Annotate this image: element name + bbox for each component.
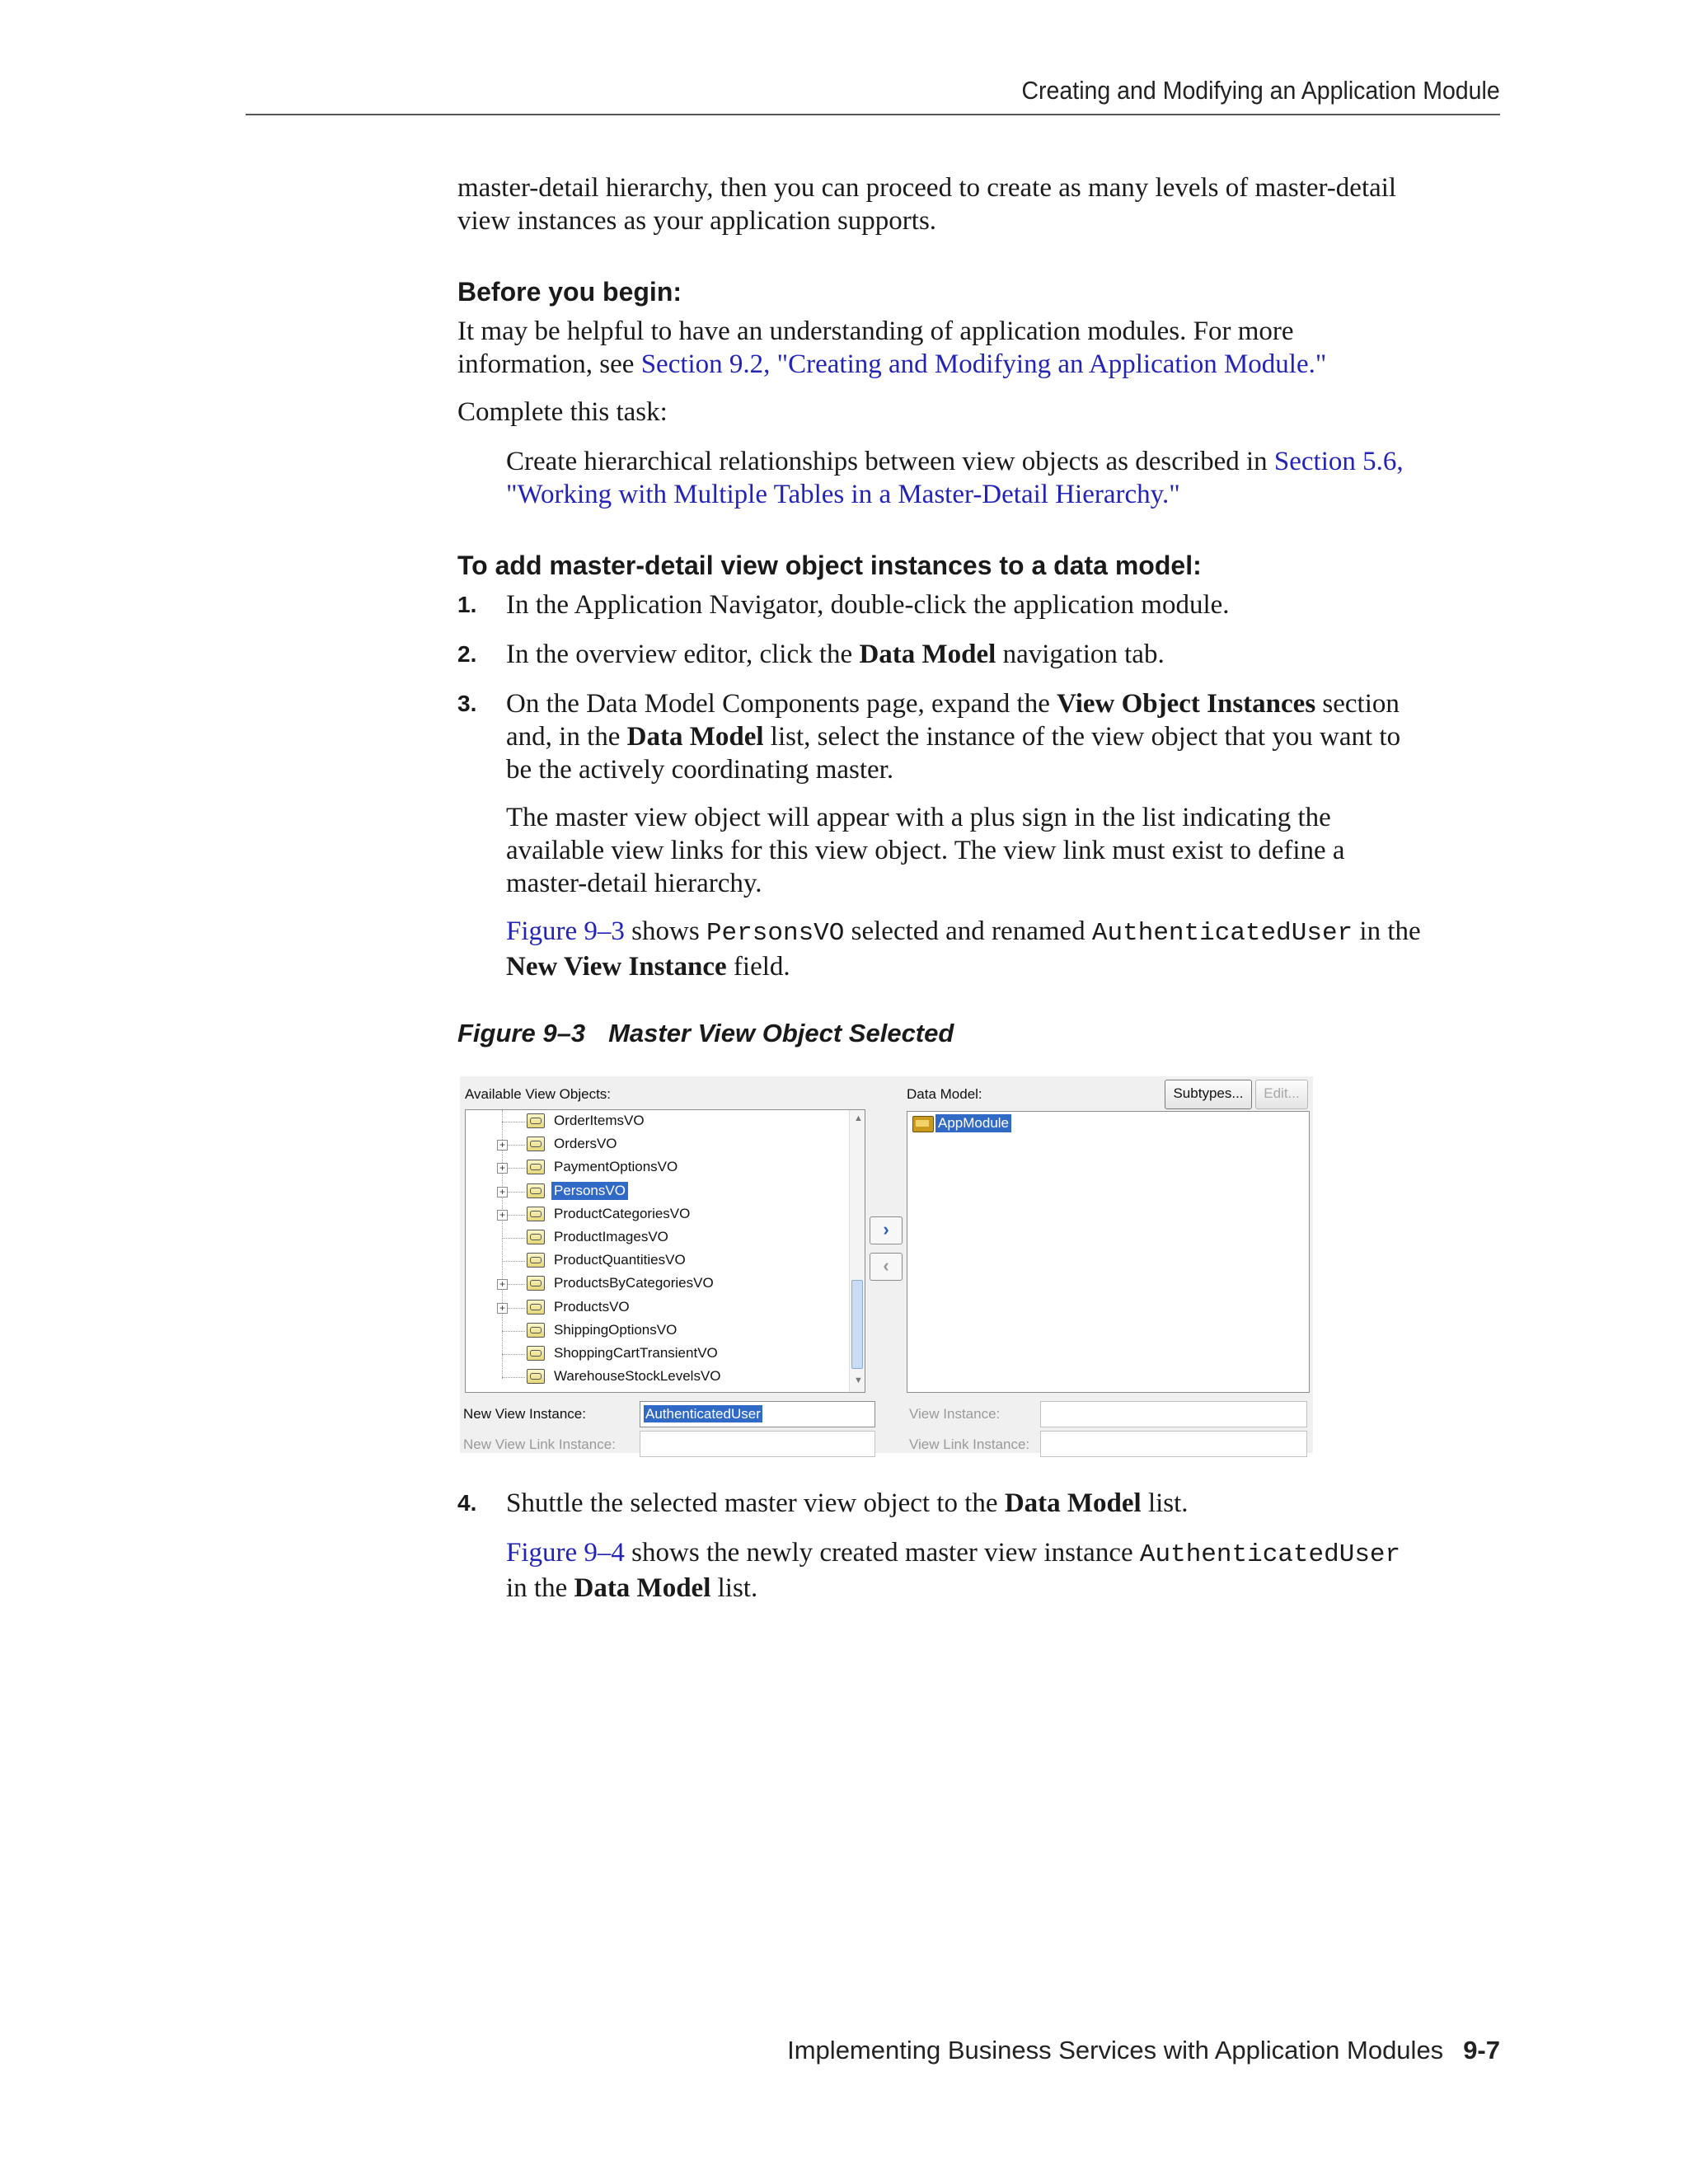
tree-item-label: ProductsByCategoriesVO — [554, 1275, 714, 1291]
tree-item-label: PaymentOptionsVO — [554, 1159, 678, 1175]
step-3-paragraph-2: The master view object will appear with a plus sign in the list indicating the available view links for this view object. The view link must exist to define a master-detail hierarchy. — [506, 803, 1345, 898]
expand-plus-icon[interactable]: + — [497, 1187, 508, 1197]
view-object-icon — [527, 1183, 545, 1198]
view-instance-field[interactable] — [1040, 1401, 1307, 1427]
expand-plus-icon[interactable]: + — [497, 1163, 508, 1174]
available-view-objects-label: Available View Objects: — [465, 1086, 612, 1102]
subtypes-button[interactable]: Subtypes... — [1165, 1080, 1252, 1109]
figure-caption: Figure 9–3 Master View Object Selected — [457, 1019, 954, 1047]
tree-item-label: ProductCategoriesVO — [554, 1205, 691, 1221]
tree-item[interactable] — [466, 1203, 845, 1226]
tree-item[interactable] — [466, 1366, 845, 1389]
tree-item-label: PersonsVO — [551, 1182, 628, 1200]
intro-line: view instances as your application supports. — [457, 206, 937, 236]
step-1-text: In the Application Navigator, double-click the application module. — [506, 590, 1230, 620]
tree-item-label: ShippingOptionsVO — [554, 1321, 678, 1338]
new-view-instance-label: New View Instance: — [463, 1406, 586, 1422]
tree-item[interactable] — [466, 1343, 845, 1366]
complete-task-text: Complete this task: — [457, 397, 668, 427]
view-object-icon — [527, 1300, 545, 1315]
new-view-instance-value: AuthenticatedUser — [645, 1406, 761, 1422]
tree-item-label: ProductQuantitiesVO — [554, 1252, 686, 1268]
edit-button[interactable]: Edit... — [1255, 1080, 1308, 1109]
before-begin-paragraph — [457, 315, 1504, 381]
scroll-thumb[interactable] — [851, 1280, 863, 1369]
expand-plus-icon[interactable]: + — [497, 1279, 508, 1290]
view-object-icon — [527, 1230, 545, 1244]
view-object-icon — [527, 1346, 545, 1361]
step-number: 4. — [457, 1490, 477, 1516]
tree-item-label: ProductImagesVO — [554, 1229, 668, 1244]
expand-plus-icon[interactable]: + — [497, 1140, 508, 1151]
figure-9-3-link[interactable]: Figure 9–3 — [506, 916, 625, 946]
page-number: 9-7 — [1463, 2036, 1500, 2064]
tree-item[interactable] — [466, 1272, 845, 1296]
step-2-text: In the overview editor, click the Data Model navigation tab. — [506, 640, 1165, 669]
tree-guide-branch — [502, 1238, 525, 1239]
view-object-icon — [527, 1207, 545, 1221]
step-3-text: On the Data Model Components page, expand the View Object Instances section and, in the Data Model list, select the instance of the view object that you want to be the actively coordinating master. — [506, 689, 1401, 785]
step-4-paragraph-2: Figure 9–4 shows the newly created master view instance AuthenticatedUser in the Data Model list. — [506, 1538, 1401, 1603]
step-3-paragraph-3: Figure 9–3 shows PersonsVO selected and renamed AuthenticatedUser in the New View Instance field. — [506, 916, 1421, 982]
new-view-instance-field[interactable] — [640, 1401, 875, 1427]
view-instance-label: View Instance: — [909, 1406, 1001, 1422]
tree-item-label: ShoppingCartTransientVO — [554, 1345, 718, 1361]
tree-guide-branch — [502, 1261, 525, 1262]
paragraph-line: It may be helpful to have an understanding of application modules. For more — [457, 316, 1294, 346]
step-number: 1. — [457, 592, 477, 617]
figure-9-4-link[interactable]: Figure 9–4 — [506, 1538, 625, 1568]
expand-plus-icon[interactable]: + — [497, 1210, 508, 1221]
tree-item[interactable] — [466, 1156, 845, 1179]
new-view-link-instance-label: New View Link Instance: — [463, 1436, 616, 1452]
expand-plus-icon[interactable]: + — [497, 1303, 508, 1314]
view-object-icon — [527, 1276, 545, 1291]
figure-screenshot — [460, 1076, 1313, 1453]
tree-scrollbar[interactable] — [849, 1110, 865, 1392]
tree-guide-branch — [502, 1331, 525, 1332]
step-4-text: Shuttle the selected master view object to the Data Model list. — [506, 1488, 1189, 1518]
header-rule — [246, 114, 1500, 115]
add-arrow-icon[interactable]: › — [870, 1216, 903, 1244]
running-header: Creating and Modifying an Application Module — [1021, 76, 1500, 105]
tree-item[interactable] — [466, 1180, 845, 1203]
available-view-objects-list[interactable] — [465, 1109, 865, 1393]
view-object-icon — [527, 1113, 545, 1128]
page-footer — [787, 2036, 1500, 2065]
tree-item[interactable] — [466, 1110, 845, 1133]
view-link-instance-label: View Link Instance: — [909, 1436, 1030, 1452]
new-view-link-instance-field[interactable] — [640, 1431, 875, 1457]
intro-paragraph — [457, 171, 1504, 237]
view-object-icon — [527, 1160, 545, 1174]
data-model-label: Data Model: — [907, 1086, 982, 1102]
tree-item[interactable] — [466, 1296, 845, 1319]
tree-item-label: WarehouseStockLevelsVO — [554, 1368, 721, 1385]
view-object-icon — [527, 1323, 545, 1338]
tree-item-label: OrdersVO — [554, 1136, 617, 1152]
before-begin-heading: Before you begin: — [457, 277, 682, 307]
section-5-6-link[interactable]: Section 5.6, — [1273, 447, 1404, 476]
task-paragraph — [506, 445, 1503, 511]
step-number: 2. — [457, 641, 477, 667]
data-model-item[interactable] — [907, 1112, 1072, 1135]
remove-arrow-icon[interactable]: ‹ — [870, 1253, 903, 1281]
tree-item[interactable] — [466, 1249, 845, 1272]
section-9-2-link[interactable]: Section 9.2, "Creating and Modifying an Application Module." — [640, 349, 1327, 379]
view-object-icon — [527, 1253, 545, 1268]
data-model-list[interactable] — [907, 1111, 1310, 1393]
tree-item-label: ProductsVO — [554, 1298, 630, 1315]
tree-item-label: OrderItemsVO — [554, 1113, 645, 1128]
tree-item[interactable] — [466, 1133, 845, 1156]
section-5-6-link-continued[interactable]: "Working with Multiple Tables in a Master-Detail Hierarchy." — [506, 480, 1180, 509]
scroll-up-icon[interactable]: ▲ — [854, 1113, 863, 1123]
procedure-heading: To add master-detail view object instances to a data model: — [457, 551, 1202, 580]
view-object-icon — [527, 1369, 545, 1384]
tree-item[interactable] — [466, 1319, 845, 1343]
scroll-down-icon[interactable]: ▼ — [854, 1376, 863, 1385]
app-module-label: AppModule — [935, 1114, 1011, 1132]
paragraph-line: Create hierarchical relationships between view objects as described in Section 5.6, — [506, 447, 1404, 476]
application-module-icon — [912, 1116, 934, 1132]
intro-line: master-detail hierarchy, then you can proceed to create as many levels of master-detail — [457, 173, 1397, 203]
view-link-instance-field[interactable] — [1040, 1431, 1307, 1457]
paragraph-line: information, see Section 9.2, "Creating and Modifying an Application Module." — [457, 349, 1327, 379]
footer-title: Implementing Business Services with Application Modules — [787, 2036, 1444, 2064]
tree-guide-branch — [502, 1377, 525, 1378]
step-number: 3. — [457, 691, 477, 716]
tree-item[interactable] — [466, 1226, 845, 1249]
tree-guide-branch — [502, 1354, 525, 1355]
view-object-icon — [527, 1137, 545, 1151]
